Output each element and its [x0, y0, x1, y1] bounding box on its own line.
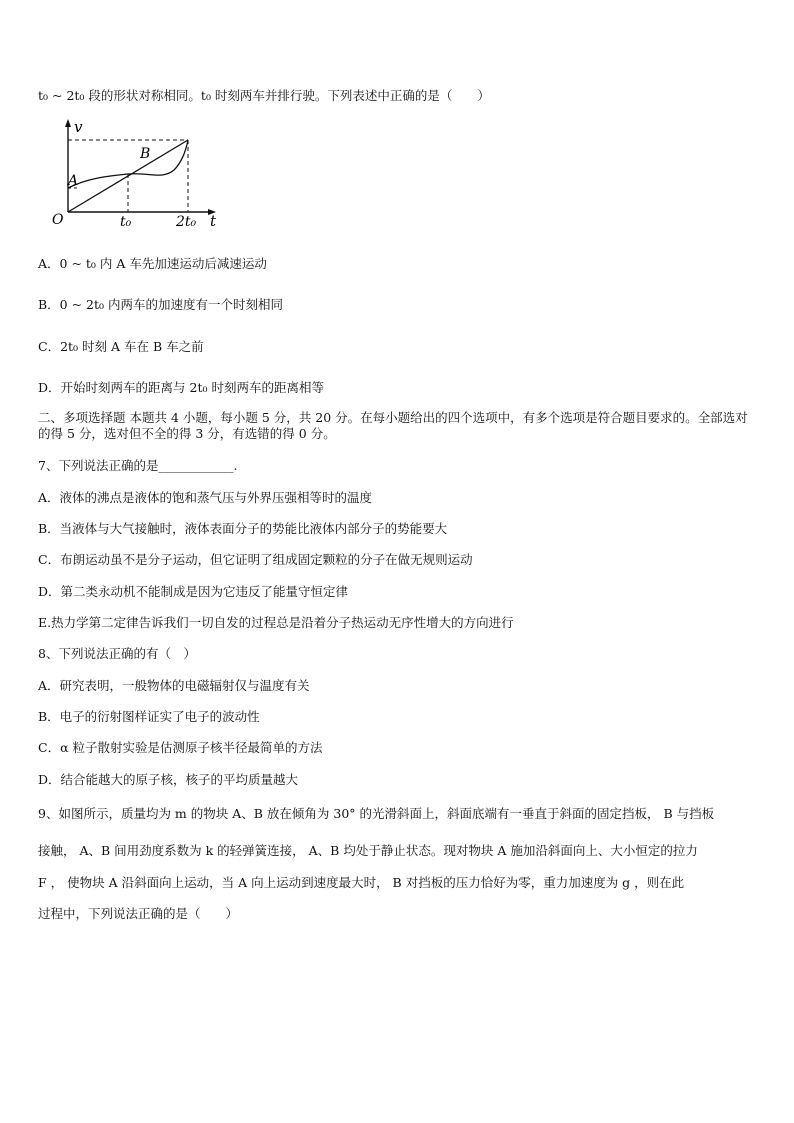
v-label: v	[74, 118, 83, 136]
q6-option-a: A．0 ~ t₀ 内 A 车先加速运动后减速运动	[38, 256, 267, 271]
v-axis-arrow	[65, 119, 71, 127]
q8-option-d: D．结合能越大的原子核，核子的平均质量越大	[38, 772, 299, 787]
q9-line-1: 9、如图所示，质量均为 m 的物块 A、B 放在倾角为 30° 的光滑斜面上，斜面底端有一垂直于斜面的固定挡板， B 与挡板	[38, 806, 715, 821]
origin-label: O	[52, 212, 64, 228]
q7-option-c: C．布朗运动虽不是分子运动，但它证明了组成固定颗粒的分子在做无规则运动	[38, 552, 473, 567]
q8-option-a: A．研究表明，一般物体的电磁辐射仅与温度有关	[38, 678, 310, 693]
q7-option-b: B．当液体与大气接触时，液体表面分子的势能比液体内部分子的势能要大	[38, 521, 448, 536]
tick-2t0: 2t₀	[176, 214, 197, 230]
q6-option-d: D．开始时刻两车的距离与 2t₀ 时刻两车的距离相等	[38, 380, 324, 395]
t-label: t	[210, 212, 217, 230]
q9-line-3: F ， 使物块 A 沿斜面向上运动，当 A 向上运动到速度最大时， B 对挡板的压力恰好为零，重力加速度为 g ，则在此	[38, 875, 685, 890]
q8-option-b: B．电子的衍射图样证实了电子的波动性	[38, 709, 260, 724]
section-2-heading: 二、多项选择题 本题共 4 小题，每小题 5 分，共 20 分。在每小题给出的四个选项中，有多个选项是符合题目要求的。全部选对的得 5 分，选对但不全的得 3 分，有选错的得 0 分。	[38, 410, 748, 441]
q7-option-e: E.热力学第二定律告诉我们一切自发的过程总是沿着分子热运动无序性增大的方向进行	[38, 615, 514, 630]
q6-stem: t₀ ~ 2t₀ 段的形状对称相同。t₀ 时刻两车并排行驶。下列表述中正确的是（ ）	[38, 88, 490, 103]
q8-stem: 8、下列说法正确的有（ ）	[38, 646, 196, 661]
q9-line-2: 接触， A、B 间用劲度系数为 k 的轻弹簧连接， A、B 均处于静止状态。现对物块 A 施加沿斜面向上、大小恒定的拉力	[38, 843, 698, 858]
velocity-time-graph	[50, 118, 230, 230]
label-b: B	[140, 146, 151, 162]
tick-t0: t₀	[120, 214, 132, 230]
label-a: A	[68, 173, 79, 189]
q7-option-a: A．液体的沸点是液体的饱和蒸气压与外界压强相等时的温度	[38, 490, 373, 505]
q7-stem: 7、下列说法正确的是____________.	[38, 458, 238, 473]
q9-line-4: 过程中，下列说法正确的是（ ）	[38, 906, 239, 921]
curve-b	[68, 140, 188, 188]
q6-option-c: C．2t₀ 时刻 A 车在 B 车之前	[38, 339, 204, 354]
line-a	[68, 140, 188, 212]
q6-option-b: B．0 ~ 2t₀ 内两车的加速度有一个时刻相同	[38, 297, 284, 312]
q7-option-d: D．第二类永动机不能制成是因为它违反了能量守恒定律	[38, 584, 349, 599]
q8-option-c: C．α 粒子散射实验是估测原子核半径最简单的方法	[38, 740, 323, 755]
